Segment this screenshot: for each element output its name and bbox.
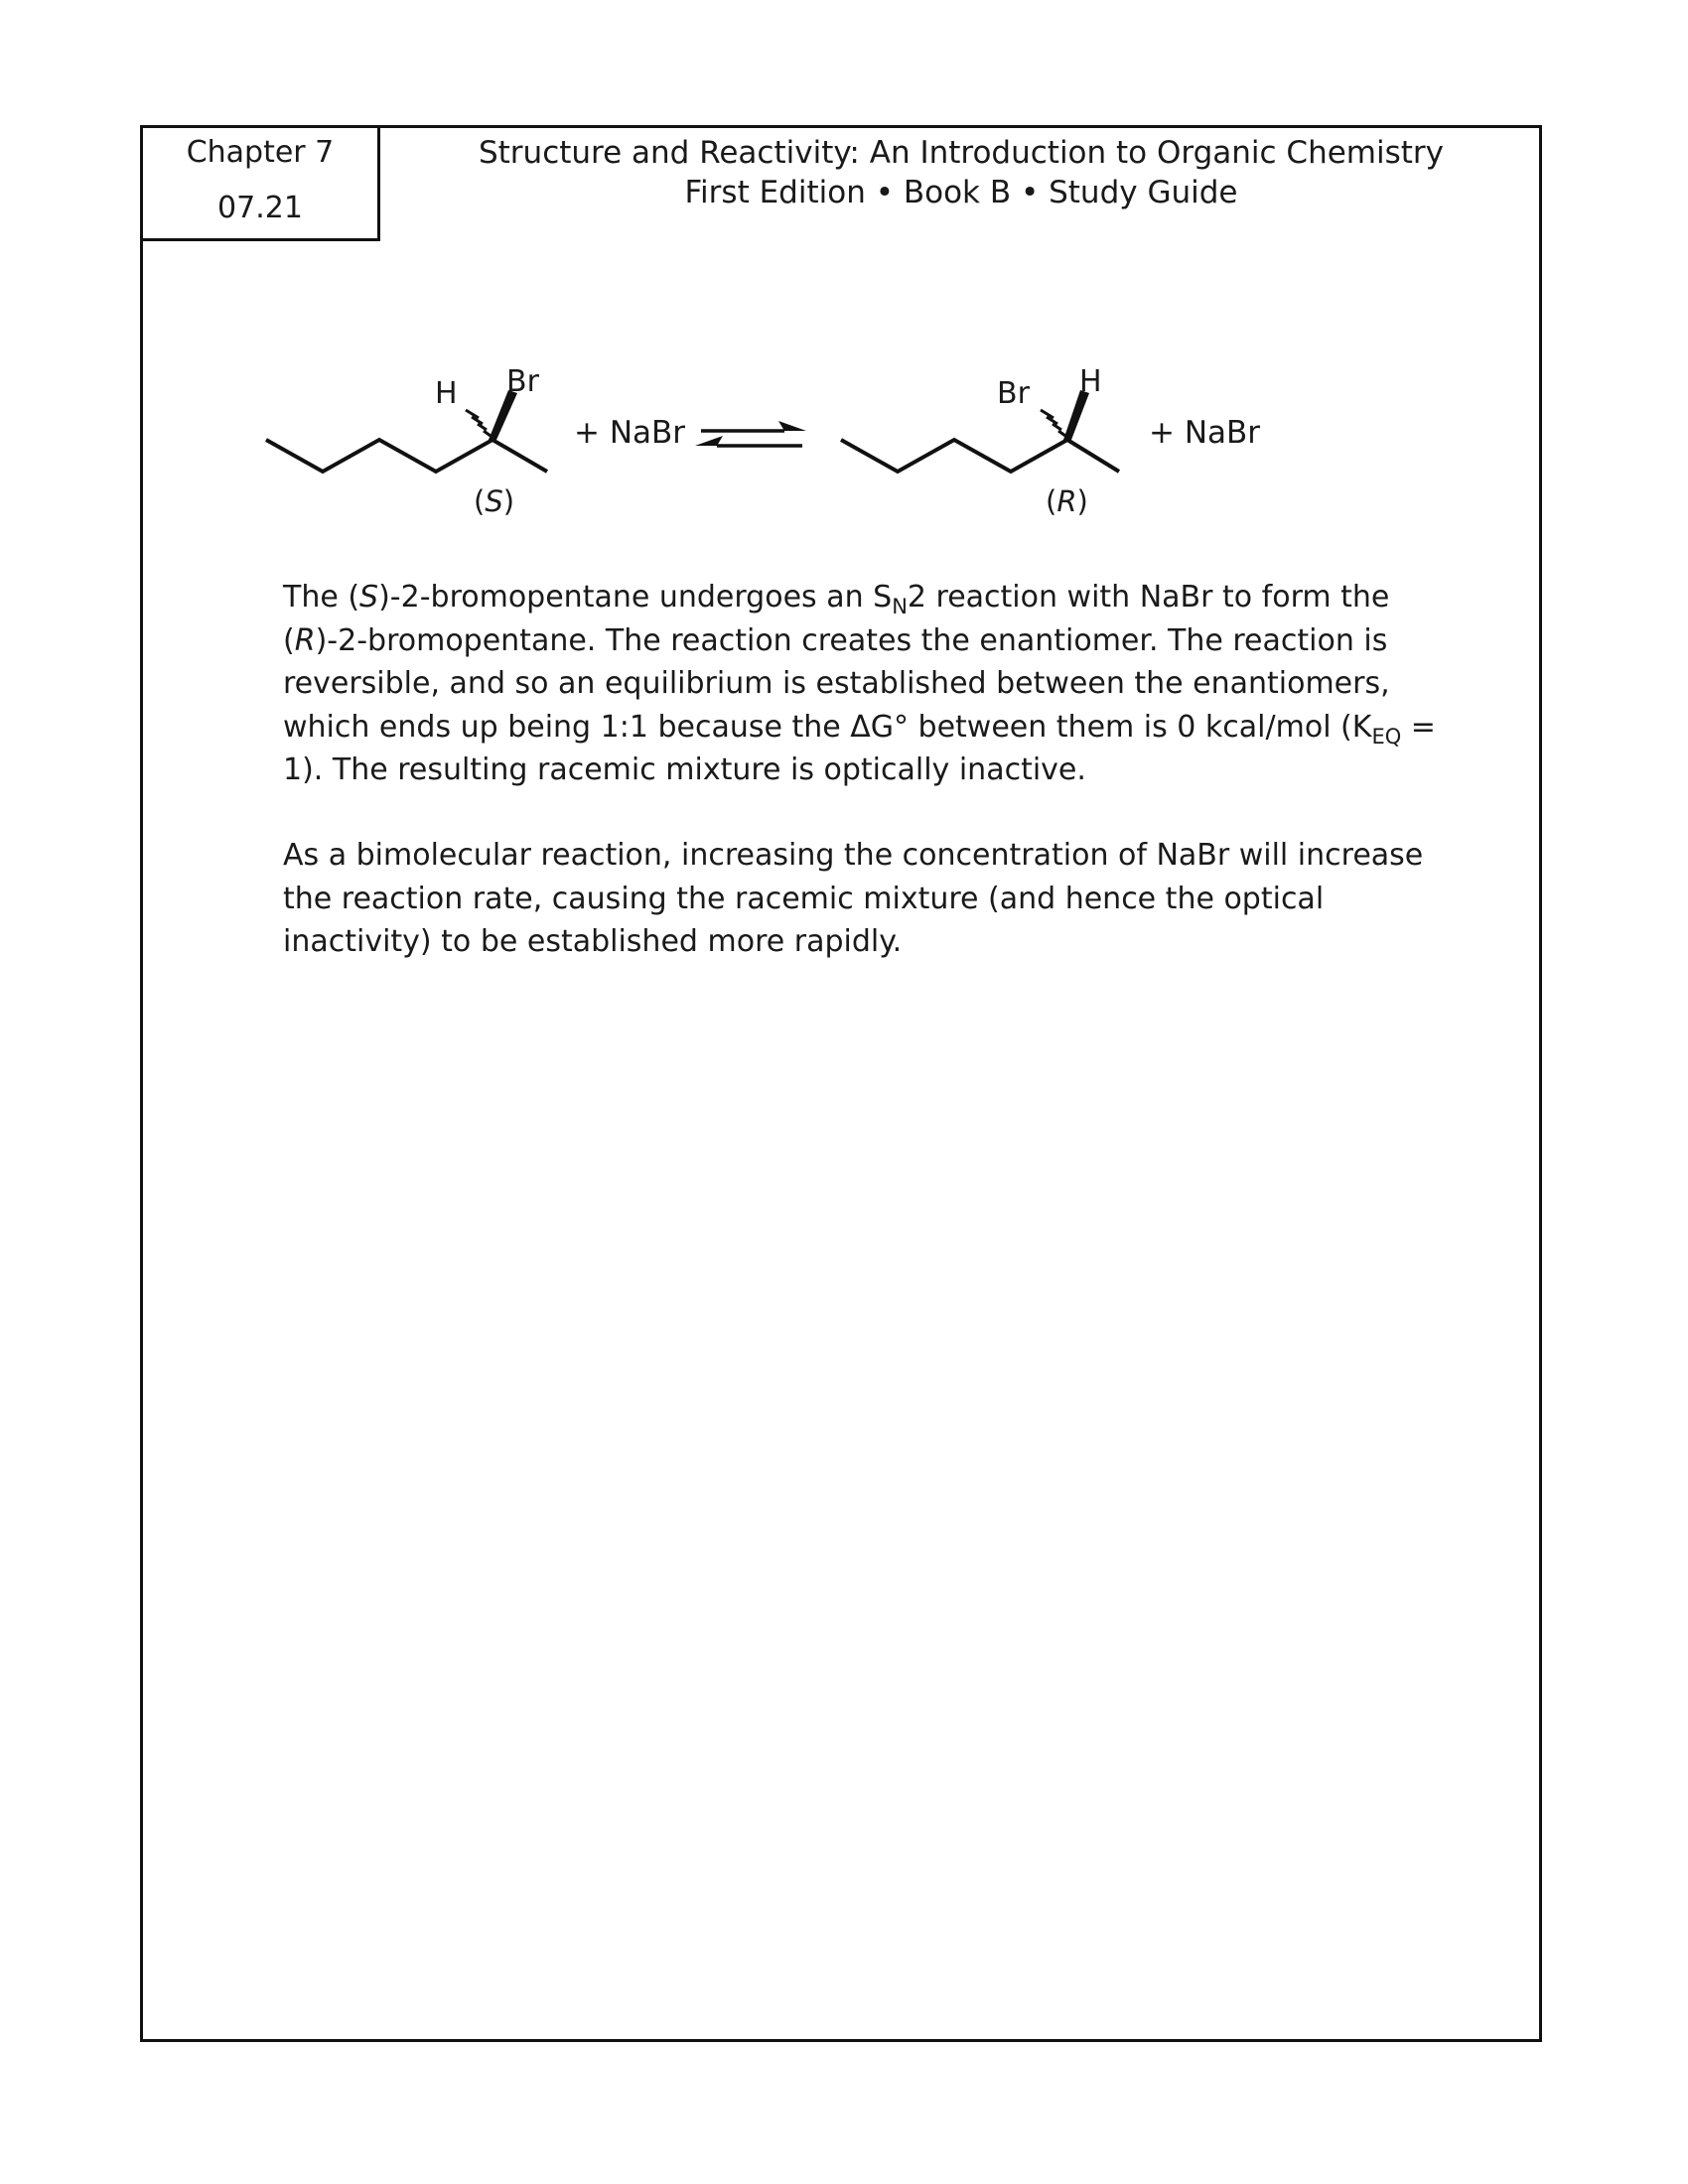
left-carbon-chain [266, 440, 547, 472]
right-reagent: + NaBr [1149, 415, 1261, 451]
right-molecule [841, 364, 1119, 518]
p1-text-4: )-2-bromopentane. The reaction creates the enantiomer. The reaction is reversible, and so an equilibrium is established between the enantiomers, which ends up being 1:1 because the ΔG° between them is 0 kcal/mol (K [283, 622, 1390, 745]
left-configuration-label: (S) [474, 484, 515, 518]
explanation-paragraph [283, 576, 1455, 792]
left-reagent: + NaBr [574, 415, 686, 451]
p1-config-r: R [294, 622, 316, 658]
right-atom-h: H [1079, 364, 1102, 399]
p1-text-3: 2 reaction with NaBr to form the ( [283, 580, 1390, 658]
right-configuration-label: (R) [1046, 484, 1088, 518]
p1-text-5: = 1). The resulting racemic mixture is optically inactive. [283, 709, 1436, 787]
p1-text-2: )-2-bromopentane undergoes an S [378, 580, 893, 614]
p1-subscript-n: N [892, 595, 908, 618]
equilibrium-arrows [695, 421, 806, 446]
p1-text-1: The ( [283, 580, 360, 614]
reaction-scheme [0, 0, 1688, 556]
left-atom-h: H [435, 376, 458, 411]
right-atom-br: Br [997, 376, 1030, 411]
book-subtitle: First Edition • Book B • Study Guide [684, 175, 1238, 210]
left-molecule [266, 364, 547, 518]
book-title: Structure and Reactivity: An Introduction to Organic Chemistry [478, 135, 1445, 171]
right-carbon-chain [841, 440, 1119, 472]
left-atom-br: Br [506, 364, 539, 399]
p1-subscript-eq: EQ [1371, 724, 1402, 749]
rate-paragraph: As a bimolecular reaction, increasing the concentration of NaBr will increase the reaction rate, causing the racemic mixture (and hence the optical inactivity) to be established more rapidly. [283, 838, 1424, 959]
problem-number: 07.21 [217, 191, 303, 225]
p1-config-s: S [359, 580, 379, 614]
chapter-label: Chapter 7 [186, 135, 335, 170]
